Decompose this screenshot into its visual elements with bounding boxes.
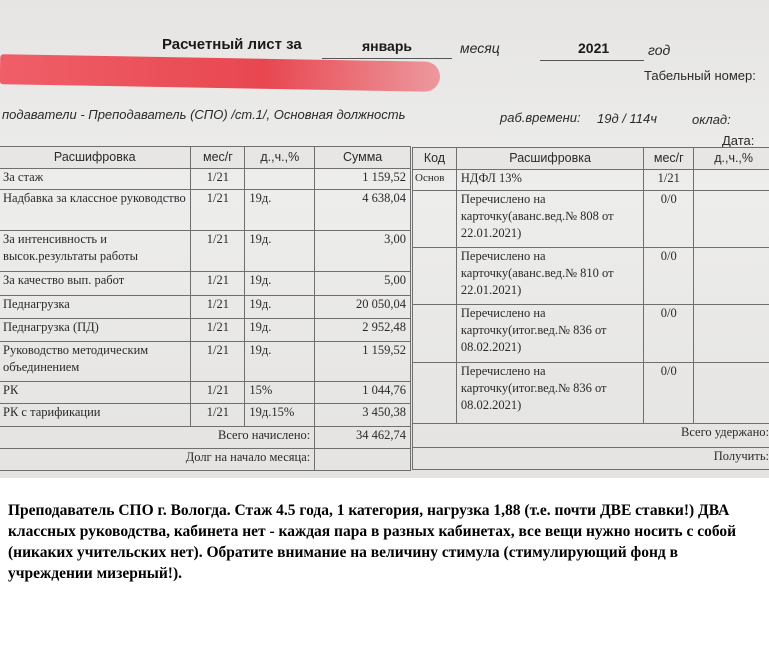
row-days — [694, 191, 769, 248]
year-value: 2021 — [578, 40, 610, 56]
total-withheld-row — [413, 424, 769, 448]
deductions-table — [412, 147, 769, 470]
row-days — [694, 305, 769, 363]
year-underline — [540, 60, 644, 61]
year-word: год — [648, 42, 671, 58]
row-month: 1/21 — [191, 190, 245, 231]
row-description: Перечислено на карточку(итог.вед.№ 836 от 08.02.2021) — [456, 305, 643, 363]
table-row — [413, 248, 769, 305]
row-month: 0/0 — [644, 305, 694, 363]
col-header-sum: Сумма — [315, 147, 411, 169]
row-month: 1/21 — [191, 231, 245, 272]
total-accrued-label: Всего начислено: — [0, 427, 315, 449]
row-days: 19д. — [245, 296, 315, 319]
row-days — [694, 248, 769, 305]
accruals-table — [0, 146, 411, 471]
table-row — [0, 319, 411, 342]
row-month: 1/21 — [191, 382, 245, 404]
row-code — [413, 305, 457, 363]
date-label: Дата: — [722, 133, 755, 148]
row-month: 0/0 — [644, 191, 694, 248]
row-description: За качество вып. работ — [0, 272, 191, 296]
row-month: 1/21 — [191, 169, 245, 190]
table-row — [413, 363, 769, 424]
caption-text: Преподаватель СПО г. Вологда. Стаж 4.5 года, 1 категория, нагрузка 1,88 (т.е. почти ДВЕ ставки!) ДВА классных руководства, кабинета нет - каждая пара в разных кабинетах, все вещи нужно носить с собой (никаких учительских нет). Обратите внимание на величину стимула (стимулирующий фонд в учреждении мизерный!). — [8, 502, 737, 582]
row-days: 19д. — [245, 319, 315, 342]
col-header-month: мес/г — [644, 148, 694, 170]
table-row — [0, 190, 411, 231]
table-row — [413, 191, 769, 248]
row-sum: 2 952,48 — [315, 319, 411, 342]
row-description: Руководство методическим объединением — [0, 342, 191, 382]
row-description: Педнагрузка (ПД) — [0, 319, 191, 342]
row-month: 1/21 — [191, 296, 245, 319]
row-days — [245, 169, 315, 190]
row-month: 0/0 — [644, 363, 694, 424]
month-underline — [322, 58, 452, 59]
row-sum: 1 159,52 — [315, 169, 411, 190]
row-description: За интенсивность и высок.результаты работы — [0, 231, 191, 272]
row-sum: 20 050,04 — [315, 296, 411, 319]
row-month: 1/21 — [191, 342, 245, 382]
tab-number-label: Табельный номер: — [644, 68, 756, 83]
redaction-mark — [0, 54, 440, 92]
row-month: 0/0 — [644, 248, 694, 305]
row-code: Основ — [413, 170, 457, 191]
row-code — [413, 191, 457, 248]
table-row — [0, 342, 411, 382]
row-description: Перечислено на карточку(аванс.вед.№ 810 от 22.01.2021) — [456, 248, 643, 305]
row-days: 19д.15% — [245, 404, 315, 427]
row-description: Педнагрузка — [0, 296, 191, 319]
row-code — [413, 363, 457, 424]
work-time-value: 19д / 114ч — [597, 111, 657, 126]
debt-label: Долг на начало месяца: — [0, 449, 315, 471]
deductions-header-row — [413, 148, 769, 170]
accruals-header-row — [0, 147, 411, 169]
row-month: 1/21 — [644, 170, 694, 191]
table-row — [413, 170, 769, 191]
row-description: РК — [0, 382, 191, 404]
table-row — [413, 305, 769, 363]
debt-value — [315, 449, 411, 471]
payslip-title: Расчетный лист за — [162, 36, 302, 53]
row-days — [694, 170, 769, 191]
col-header-month: мес/г — [191, 147, 245, 169]
col-header-days: д.,ч.,% — [245, 147, 315, 169]
salary-label: оклад: — [692, 112, 731, 127]
row-description: НДФЛ 13% — [456, 170, 643, 191]
col-header-code: Код — [413, 148, 457, 170]
row-sum: 5,00 — [315, 272, 411, 296]
row-code — [413, 248, 457, 305]
total-withheld-label: Всего удержано: — [413, 424, 769, 448]
table-row — [0, 404, 411, 427]
col-header-description: Расшифровка — [0, 147, 191, 169]
total-accrued-row — [0, 427, 411, 449]
row-month: 1/21 — [191, 404, 245, 427]
row-month: 1/21 — [191, 272, 245, 296]
row-days: 19д. — [245, 272, 315, 296]
col-header-description: Расшифровка — [456, 148, 643, 170]
col-header-days: д.,ч.,% — [694, 148, 769, 170]
table-row — [0, 296, 411, 319]
month-word: месяц — [460, 40, 500, 56]
row-description: За стаж — [0, 169, 191, 190]
position-line: подаватели - Преподаватель (СПО) /ст.1/, Основная должность — [2, 107, 406, 122]
receive-row — [413, 448, 769, 470]
work-time-label: раб.времени: — [500, 110, 581, 125]
row-description: РК с тарификации — [0, 404, 191, 427]
debt-row — [0, 449, 411, 471]
table-row — [0, 231, 411, 272]
row-days: 15% — [245, 382, 315, 404]
row-days: 19д. — [245, 342, 315, 382]
row-days — [694, 363, 769, 424]
row-sum: 4 638,04 — [315, 190, 411, 231]
row-sum: 3 450,38 — [315, 404, 411, 427]
row-description: Перечислено на карточку(аванс.вед.№ 808 от 22.01.2021) — [456, 191, 643, 248]
row-description: Перечислено на карточку(итог.вед.№ 836 от 08.02.2021) — [456, 363, 643, 424]
row-days: 19д. — [245, 190, 315, 231]
total-accrued-value: 34 462,74 — [315, 427, 411, 449]
table-row — [0, 382, 411, 404]
row-description: Надбавка за классное руководство — [0, 190, 191, 231]
row-month: 1/21 — [191, 319, 245, 342]
row-sum: 1 159,52 — [315, 342, 411, 382]
table-row — [0, 169, 411, 190]
receive-label: Получить: — [413, 448, 769, 470]
month-value: январь — [362, 38, 412, 54]
row-sum: 3,00 — [315, 231, 411, 272]
table-row — [0, 272, 411, 296]
row-days: 19д. — [245, 231, 315, 272]
row-sum: 1 044,76 — [315, 382, 411, 404]
